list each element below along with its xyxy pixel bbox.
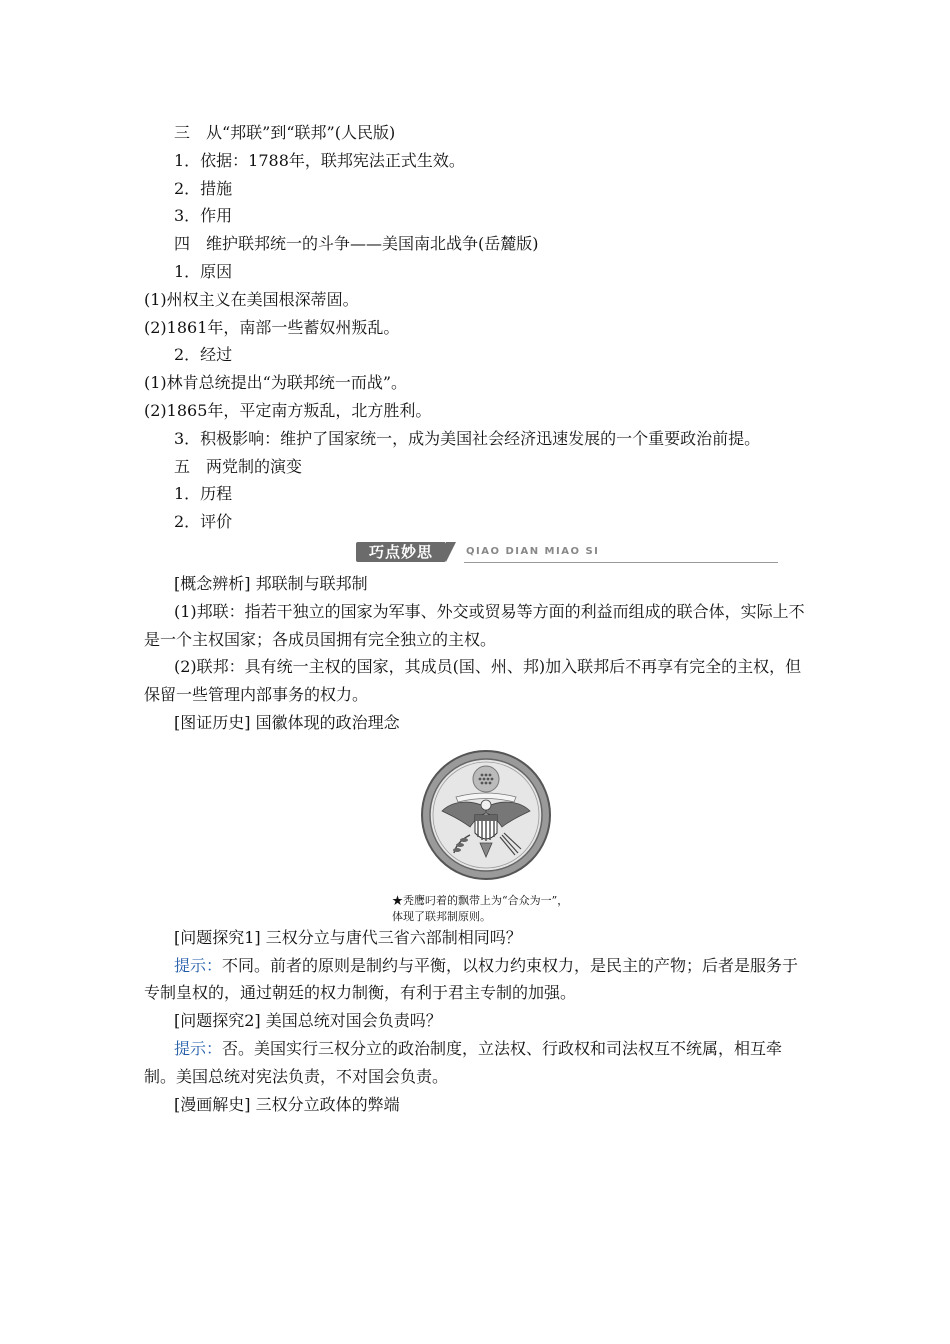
section3-title: 三 从“邦联”到“联邦”(人民版) (174, 123, 396, 142)
concept-paragraph-1: (1)邦联：指若干独立的国家为军事、外交或贸易等方面的利益而组成的联合体，实际上不是一个主权国家；各成员国拥有完全独立的主权。 (144, 601, 805, 649)
section5-item-1: 1．历程 (174, 484, 233, 504)
question1-answer-text: 不同。前者的原则是制约与平衡，以权力约束权力，是民主的产物；后者是服务于专制皇权的，通过朝廷的权力制衡，有利于君主专制的加强。 (144, 955, 799, 1003)
seal-caption-line-1: ★秃鹰叼着的飘带上为“合众为一”， (392, 893, 569, 907)
banner-label: 巧点妙思 (356, 542, 446, 562)
picture-heading: [图证历史] 国徽体现的政治理念 (174, 712, 400, 732)
section4-item-2: (1)州权主义在美国根深蒂固。 (144, 289, 359, 309)
seal-figure (174, 749, 838, 924)
tips-banner (174, 538, 838, 568)
great-seal-image (420, 749, 552, 881)
section4-item-5: (1)林肯总统提出“为联邦统一而战”。 (144, 373, 408, 393)
section4-item-4: 2．经过 (174, 345, 233, 365)
section3-item-1: 1．依据：1788年，联邦宪法正式生效。 (174, 150, 465, 170)
section4-item-3: (2)1861年，南部一些蓄奴州叛乱。 (144, 317, 400, 337)
seal-caption (392, 893, 652, 925)
question2-answer-text: 否。美国实行三权分立的政治制度，立法权、行政权和司法权互不统属，相互牵制。美国总统对宪法负责，不对国会负责。 (144, 1038, 783, 1086)
cartoon-heading: [漫画解史] 三权分立政体的弊端 (174, 1094, 400, 1114)
seal-caption-line-2: 体现了联邦制原则。 (392, 909, 491, 923)
banner-rule (464, 562, 778, 563)
question1-heading: [问题探究1] 三权分立与唐代三省六部制相同吗？ (174, 927, 522, 947)
section3-item-3: 3．作用 (174, 206, 233, 226)
question2-answer (144, 1035, 808, 1091)
concept-heading: [概念辨析] 邦联制与联邦制 (174, 573, 368, 593)
question1-answer (144, 952, 808, 1008)
concept-paragraph-2: (2)联邦：具有统一主权的国家，其成员(国、州、邦)加入联邦后不再享有完全的主权，但保留一些管理内部事务的权力。 (144, 657, 802, 705)
section3-item-2: 2．措施 (174, 178, 233, 198)
section4-item-1: 1．原因 (174, 261, 233, 281)
question2-hint-label: 提示： (174, 1038, 223, 1058)
section4-title: 四 维护联邦统一的斗争——美国南北战争(岳麓版) (174, 234, 539, 254)
section4-item-6: (2)1865年，平定南方叛乱，北方胜利。 (144, 400, 432, 420)
document-body (144, 119, 838, 1118)
section4-item-7: 3．积极影响：维护了国家统一，成为美国社会经济迅速发展的一个重要政治前提。 (174, 428, 761, 448)
question1-hint-label: 提示： (174, 955, 223, 975)
section5-title: 五 两党制的演变 (174, 456, 303, 476)
question2-heading: [问题探究2] 美国总统对国会负责吗？ (174, 1011, 442, 1031)
banner-pinyin: QIAO DIAN MIAO SI (466, 545, 600, 557)
section5-item-2: 2．评价 (174, 512, 233, 532)
